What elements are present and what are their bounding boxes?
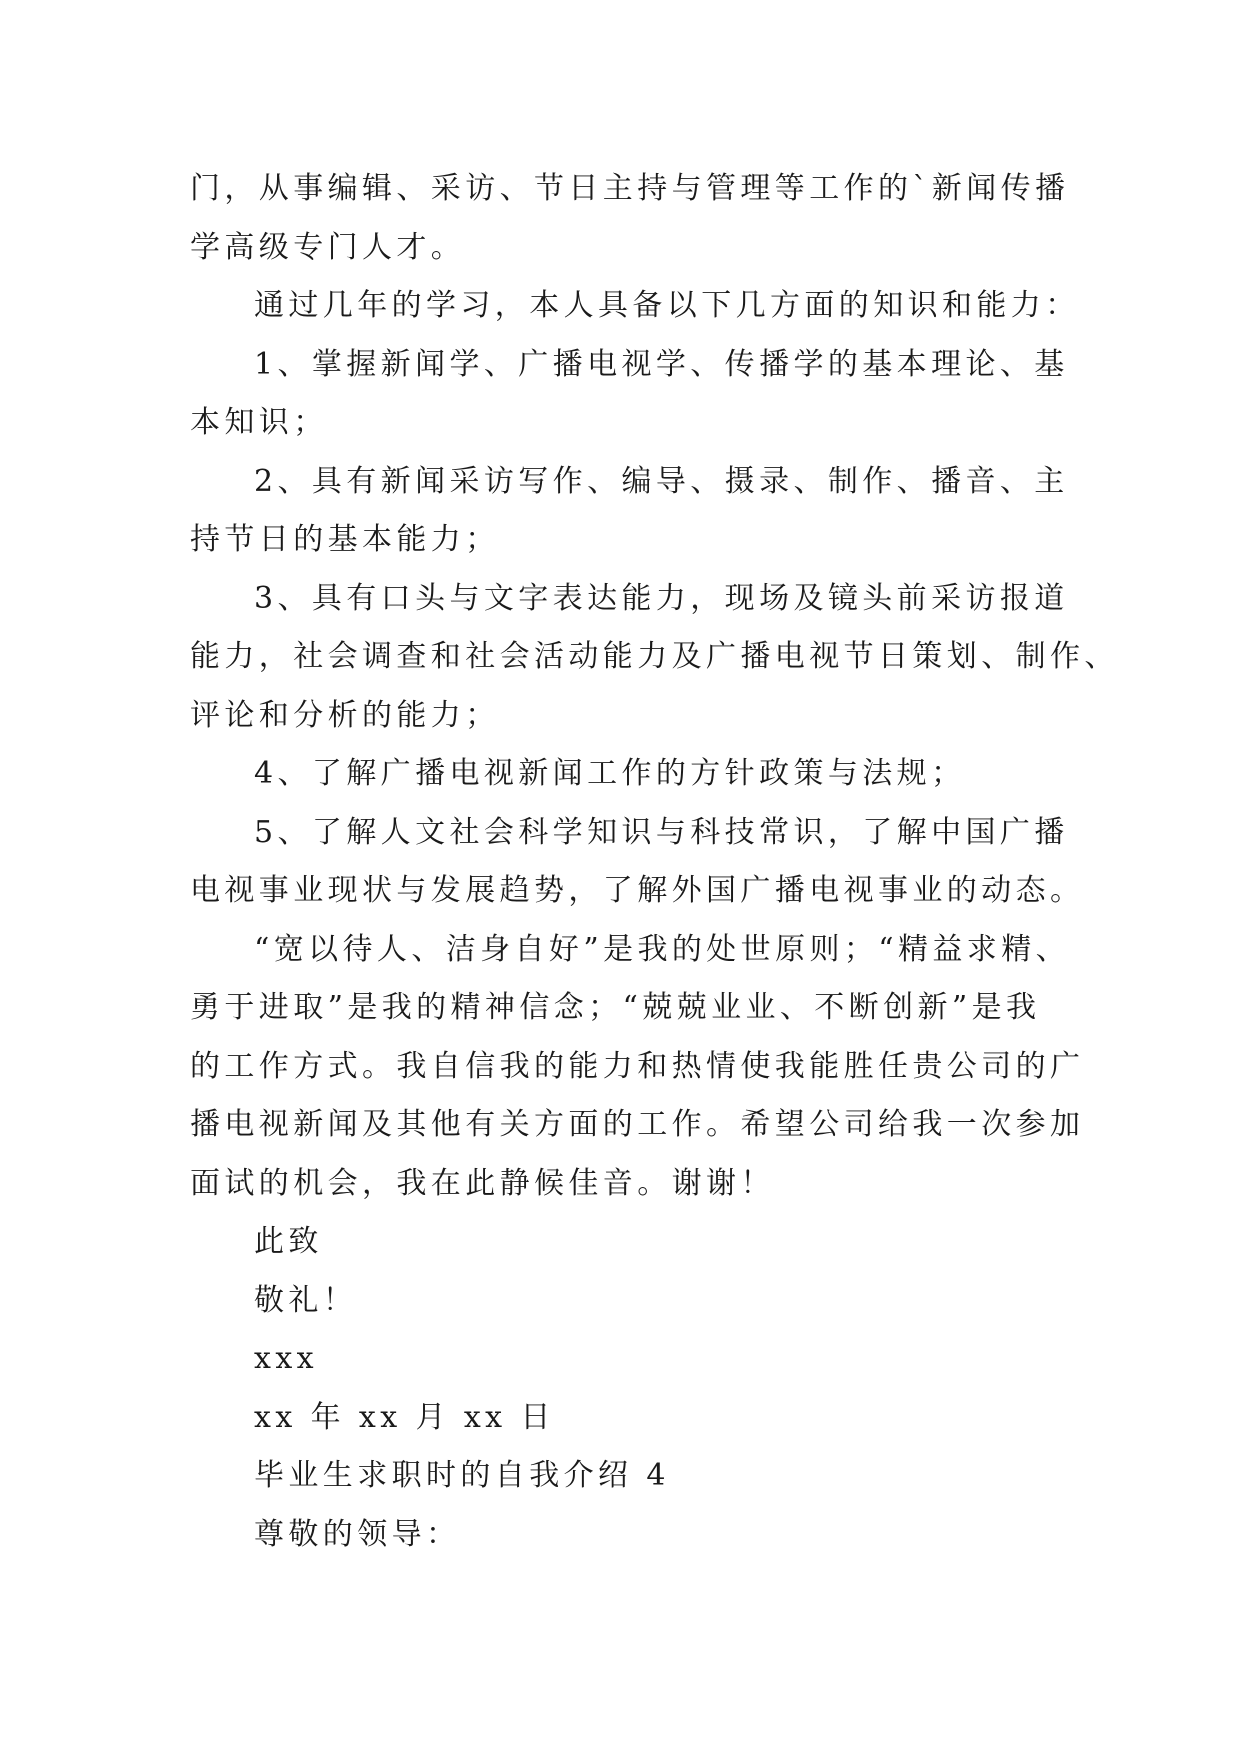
section-greeting: 尊敬的领导： bbox=[254, 1516, 461, 1552]
letter-body bbox=[190, 160, 1119, 1213]
signature: xxx bbox=[254, 1341, 318, 1376]
paragraph-line: 评论和分析的能力； bbox=[190, 697, 500, 733]
paragraph-line: 学高级专门人才。 bbox=[190, 229, 466, 265]
paragraph-line: 播电视新闻及其他有关方面的工作。希望公司给我一次参加 bbox=[190, 1107, 1085, 1142]
paragraph-line: “宽以待人、洁身自好”是我的处世原则；“精益求精、 bbox=[254, 931, 1071, 967]
paragraph-line: 通过几年的学习，本人具备以下几方面的知识和能力： bbox=[254, 288, 1080, 323]
paragraph-line: 4、了解广播电视新闻工作的方针政策与法规； bbox=[254, 756, 966, 791]
closing-salutation-1: 此致 bbox=[254, 1224, 323, 1259]
paragraph-line: 1、掌握新闻学、广播电视学、传播学的基本理论、基 bbox=[254, 346, 1069, 382]
paragraph-line: 面试的机会，我在此静候佳音。谢谢！ bbox=[190, 1165, 775, 1201]
section-title: 毕业生求职时的自我介绍 4 bbox=[254, 1458, 670, 1493]
paragraph-line: 本知识； bbox=[190, 405, 328, 440]
paragraph-line: 电视事业现状与发展趋势，了解外国广播电视事业的动态。 bbox=[190, 873, 1085, 908]
paragraph-line: 5、了解人文社会科学知识与科技常识，了解中国广播 bbox=[254, 814, 1069, 850]
paragraph-line: 的工作方式。我自信我的能力和热情使我能胜任贵公司的广 bbox=[190, 1048, 1085, 1084]
paragraph-line: 2、具有新闻采访写作、编导、摄录、制作、播音、主 bbox=[254, 463, 1069, 499]
paragraph-line: 勇于进取”是我的精神信念；“兢兢业业、不断创新”是我 bbox=[190, 990, 1041, 1025]
paragraph-line: 3、具有口头与文字表达能力，现场及镜头前采访报道 bbox=[254, 580, 1069, 616]
paragraph-line: 门，从事编辑、采访、节日主持与管理等工作的`新闻传播 bbox=[190, 171, 1070, 206]
paragraph-line: 持节日的基本能力； bbox=[190, 522, 500, 557]
paragraph-line: 能力，社会调查和社会活动能力及广播电视节日策划、制作、 bbox=[190, 639, 1119, 674]
letter-date: xx 年 xx 月 xx 日 bbox=[254, 1399, 555, 1435]
document-page bbox=[190, 160, 1119, 1564]
closing-salutation-2: 敬礼！ bbox=[254, 1282, 358, 1318]
